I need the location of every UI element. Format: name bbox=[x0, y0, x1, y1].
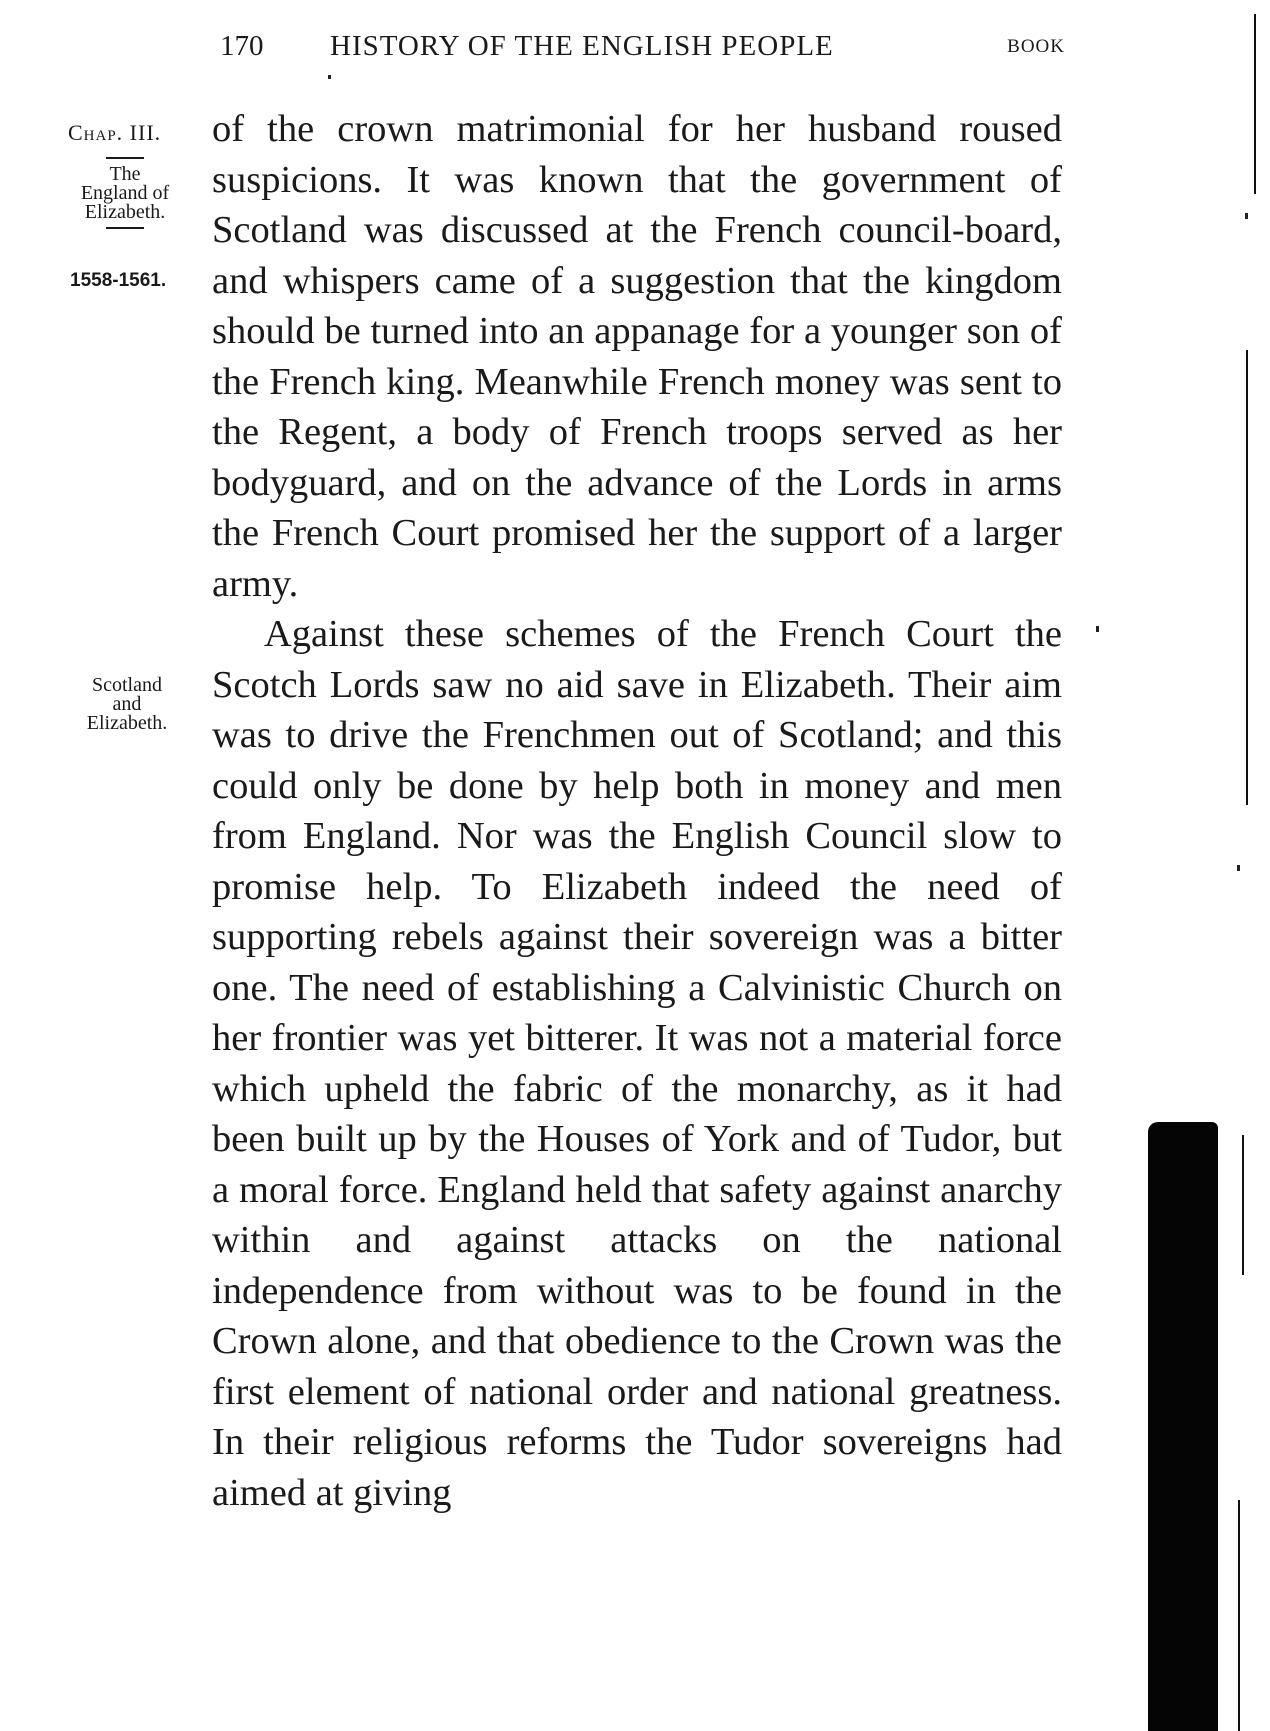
scan-dark-edge bbox=[1148, 1122, 1218, 1731]
body-text bbox=[212, 104, 1062, 1518]
margin-title-line: England of bbox=[80, 182, 170, 204]
scan-edge-line bbox=[1254, 14, 1256, 194]
paragraph-continued: of the crown matrimonial for her husband roused suspicions. It was known that the government of Scotland was discussed at the French council-board, and whispers came of a suggestion that the kingdom should be turned into an appanage for a younger son of the French king. Meanwhile French money was sent to the Regent, a body of French troops served as her bodyguard, and on the advance of the Lords in arms the French Court promised her the support of a larger army. bbox=[212, 108, 1062, 605]
scan-speck bbox=[1237, 865, 1240, 871]
paragraph: Against these schemes of the French Court the Scotch Lords saw no aid save in Elizabeth. Their aim was to drive the Frenchmen out of Scotland; and this could only be done by help both in money and men from England. Nor was the English Council slow to promise help. To Elizabeth indeed the need of supporting rebels against their sovereign was a bitter one. The need of establishing a Calvinistic Church on her frontier was yet bitterer. It was not a material force which upheld the fabric of the monarchy, as it had been built up by the Houses of York and of Tudor, but a moral force. England held that safety against anarchy within and against attacks on the national independence from without was to be found in the Crown alone, and that obedience to the Crown was the first element of national order and national greatness. In their religious reforms the Tudor sovereigns had aimed at giving bbox=[212, 613, 1062, 1514]
margin-title-line: Elizabeth. bbox=[84, 201, 166, 223]
scan-edge-line bbox=[1246, 350, 1248, 805]
side-note-line: Elizabeth. bbox=[86, 712, 168, 734]
scan-speck bbox=[1245, 213, 1248, 219]
margin-section-title bbox=[62, 152, 188, 235]
margin-side-note bbox=[62, 676, 192, 733]
running-head bbox=[220, 30, 1065, 70]
scan-speck bbox=[328, 75, 331, 79]
page-number: 170 bbox=[220, 30, 264, 62]
margin-date-range: 1558-1561. bbox=[70, 270, 167, 291]
margin-rule-bottom bbox=[106, 227, 144, 229]
scan-speck bbox=[1096, 626, 1099, 632]
side-note-line: and bbox=[112, 693, 142, 715]
side-note-line: Scotland bbox=[92, 674, 162, 696]
chapter-label: Chap. III. bbox=[68, 120, 162, 145]
scan-edge-line bbox=[1238, 1500, 1240, 1731]
book-label: BOOK bbox=[1007, 36, 1065, 57]
scan-edge-line bbox=[1242, 1135, 1244, 1275]
running-title: HISTORY OF THE ENGLISH PEOPLE bbox=[330, 30, 834, 62]
margin-rule-top bbox=[106, 157, 144, 159]
margin-title-line: The bbox=[109, 163, 141, 185]
